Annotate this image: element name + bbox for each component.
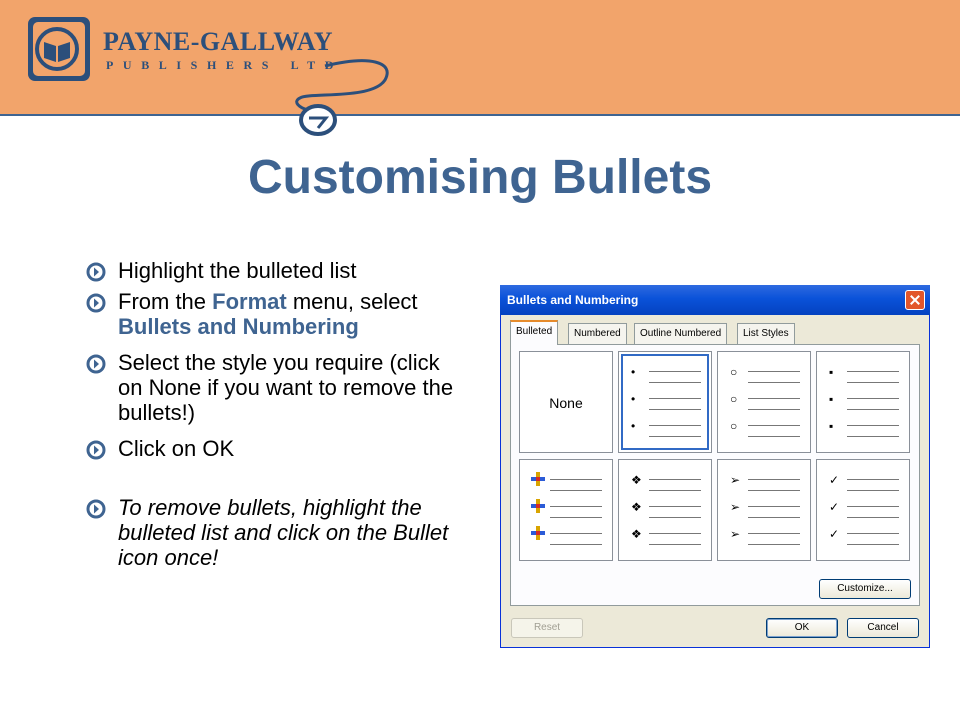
bullet-circle-icon: ○ bbox=[730, 392, 738, 406]
text-line bbox=[847, 436, 899, 437]
close-icon[interactable] bbox=[905, 290, 925, 310]
text-line bbox=[748, 533, 800, 534]
chevron-right-circle-icon bbox=[86, 499, 106, 519]
bullet-text: To remove bullets, highlight the bulleted list and click on the Bullet icon once! bbox=[118, 495, 449, 570]
text-line bbox=[649, 371, 701, 372]
reset-button[interactable]: Reset bbox=[511, 618, 583, 638]
text-line bbox=[649, 398, 701, 399]
logo-subtitle: PUBLISHERS LTD bbox=[106, 58, 343, 72]
bullets-numbering-dialog bbox=[500, 285, 930, 648]
text-line bbox=[748, 398, 800, 399]
list-item bbox=[86, 258, 466, 283]
text-line bbox=[649, 506, 701, 507]
text-line bbox=[847, 398, 899, 399]
bullet-style-square[interactable] bbox=[816, 351, 910, 453]
cancel-button[interactable]: Cancel bbox=[847, 618, 919, 638]
text-line bbox=[847, 490, 899, 491]
bullet-plus-icon bbox=[531, 526, 545, 540]
text-line bbox=[847, 533, 899, 534]
text-line bbox=[847, 425, 899, 426]
bullet-plus-icon bbox=[531, 499, 545, 513]
bullet-text: Highlight the bulleted list bbox=[118, 258, 357, 283]
tab-outline-numbered[interactable]: Outline Numbered bbox=[634, 323, 727, 344]
bullet-list bbox=[86, 258, 466, 570]
bullet-style-circle[interactable] bbox=[717, 351, 811, 453]
bullet-square-icon: ▪ bbox=[829, 365, 834, 379]
tab-bulleted[interactable]: Bulleted bbox=[510, 320, 558, 345]
bullet-text-pre: From the bbox=[118, 289, 213, 314]
bullet-diamond-icon: ❖ bbox=[631, 527, 642, 541]
dialog-titlebar bbox=[500, 285, 930, 315]
bullet-arrow-icon: ➢ bbox=[730, 500, 741, 514]
bullet-text: Click on OK bbox=[118, 436, 235, 461]
bullet-dot-icon: • bbox=[631, 392, 636, 406]
bullet-arrow-icon: ➢ bbox=[730, 473, 741, 487]
text-line bbox=[550, 533, 602, 534]
text-line bbox=[550, 544, 602, 545]
text-line bbox=[649, 425, 701, 426]
bullet-style-dot[interactable] bbox=[618, 351, 712, 453]
list-item bbox=[86, 436, 466, 461]
chevron-right-circle-icon bbox=[86, 354, 106, 374]
chevron-right-circle-icon bbox=[86, 262, 106, 282]
dialog-title: Bullets and Numbering bbox=[507, 293, 639, 307]
text-line bbox=[748, 371, 800, 372]
bulleted-tab-panel bbox=[510, 344, 920, 606]
chevron-right-circle-icon bbox=[86, 440, 106, 460]
ok-button[interactable]: OK bbox=[766, 618, 838, 638]
text-line bbox=[748, 436, 800, 437]
text-line bbox=[847, 382, 899, 383]
text-line bbox=[550, 517, 602, 518]
list-item bbox=[86, 495, 466, 570]
text-line bbox=[748, 490, 800, 491]
text-line bbox=[550, 506, 602, 507]
tab-numbered[interactable]: Numbered bbox=[568, 323, 627, 344]
logo-name: PAYNE-GALLWAY bbox=[103, 27, 333, 56]
text-line bbox=[550, 490, 602, 491]
text-line bbox=[748, 425, 800, 426]
text-line bbox=[748, 409, 800, 410]
bullet-diamond-icon: ❖ bbox=[631, 500, 642, 514]
bullet-dot-icon: • bbox=[631, 419, 636, 433]
bullet-diamond-icon: ❖ bbox=[631, 473, 642, 487]
bullet-style-diamond[interactable] bbox=[618, 459, 712, 561]
bullet-circle-icon: ○ bbox=[730, 419, 738, 433]
text-line bbox=[649, 544, 701, 545]
bullet-plus-icon bbox=[531, 472, 545, 486]
bullet-text: Select the style you require (click on None if you want to remove the bullets!) bbox=[118, 350, 454, 425]
text-line bbox=[649, 409, 701, 410]
list-item bbox=[86, 289, 466, 339]
customize-button[interactable]: Customize... bbox=[819, 579, 911, 599]
bullet-check-icon: ✓ bbox=[829, 473, 840, 487]
text-line bbox=[649, 436, 701, 437]
text-line bbox=[649, 533, 701, 534]
text-line bbox=[748, 544, 800, 545]
text-line bbox=[847, 409, 899, 410]
text-line bbox=[649, 517, 701, 518]
slide-title: Customising Bullets bbox=[247, 151, 713, 204]
text-line bbox=[748, 382, 800, 383]
text-line bbox=[847, 544, 899, 545]
text-line bbox=[550, 479, 602, 480]
bullet-arrow-icon: ➢ bbox=[730, 527, 741, 541]
text-line bbox=[649, 479, 701, 480]
list-item bbox=[86, 350, 466, 425]
text-line bbox=[847, 506, 899, 507]
none-label: None bbox=[549, 395, 583, 411]
tab-list-styles[interactable]: List Styles bbox=[737, 323, 795, 344]
bullet-check-icon: ✓ bbox=[829, 500, 840, 514]
bullet-text-mid: menu, select bbox=[286, 289, 418, 314]
text-line bbox=[748, 517, 800, 518]
bullet-square-icon: ▪ bbox=[829, 392, 834, 406]
chevron-right-circle-icon bbox=[86, 293, 106, 313]
bullet-style-plus[interactable] bbox=[519, 459, 613, 561]
text-line bbox=[847, 517, 899, 518]
bullet-style-none[interactable] bbox=[519, 351, 613, 453]
text-line bbox=[748, 479, 800, 480]
bullet-check-icon: ✓ bbox=[829, 527, 840, 541]
text-line bbox=[649, 382, 701, 383]
text-line bbox=[649, 490, 701, 491]
logo-mouse-graphic bbox=[0, 0, 420, 150]
format-menu-highlight: Format bbox=[212, 289, 287, 314]
bullet-dot-icon: • bbox=[631, 365, 636, 379]
text-line bbox=[748, 506, 800, 507]
text-line bbox=[847, 479, 899, 480]
bullet-style-check[interactable] bbox=[816, 459, 910, 561]
bullet-square-icon: ▪ bbox=[829, 419, 834, 433]
bullets-numbering-highlight: Bullets and Numbering bbox=[118, 314, 359, 339]
bullet-style-arrow[interactable] bbox=[717, 459, 811, 561]
bullet-circle-icon: ○ bbox=[730, 365, 738, 379]
text-line bbox=[847, 371, 899, 372]
